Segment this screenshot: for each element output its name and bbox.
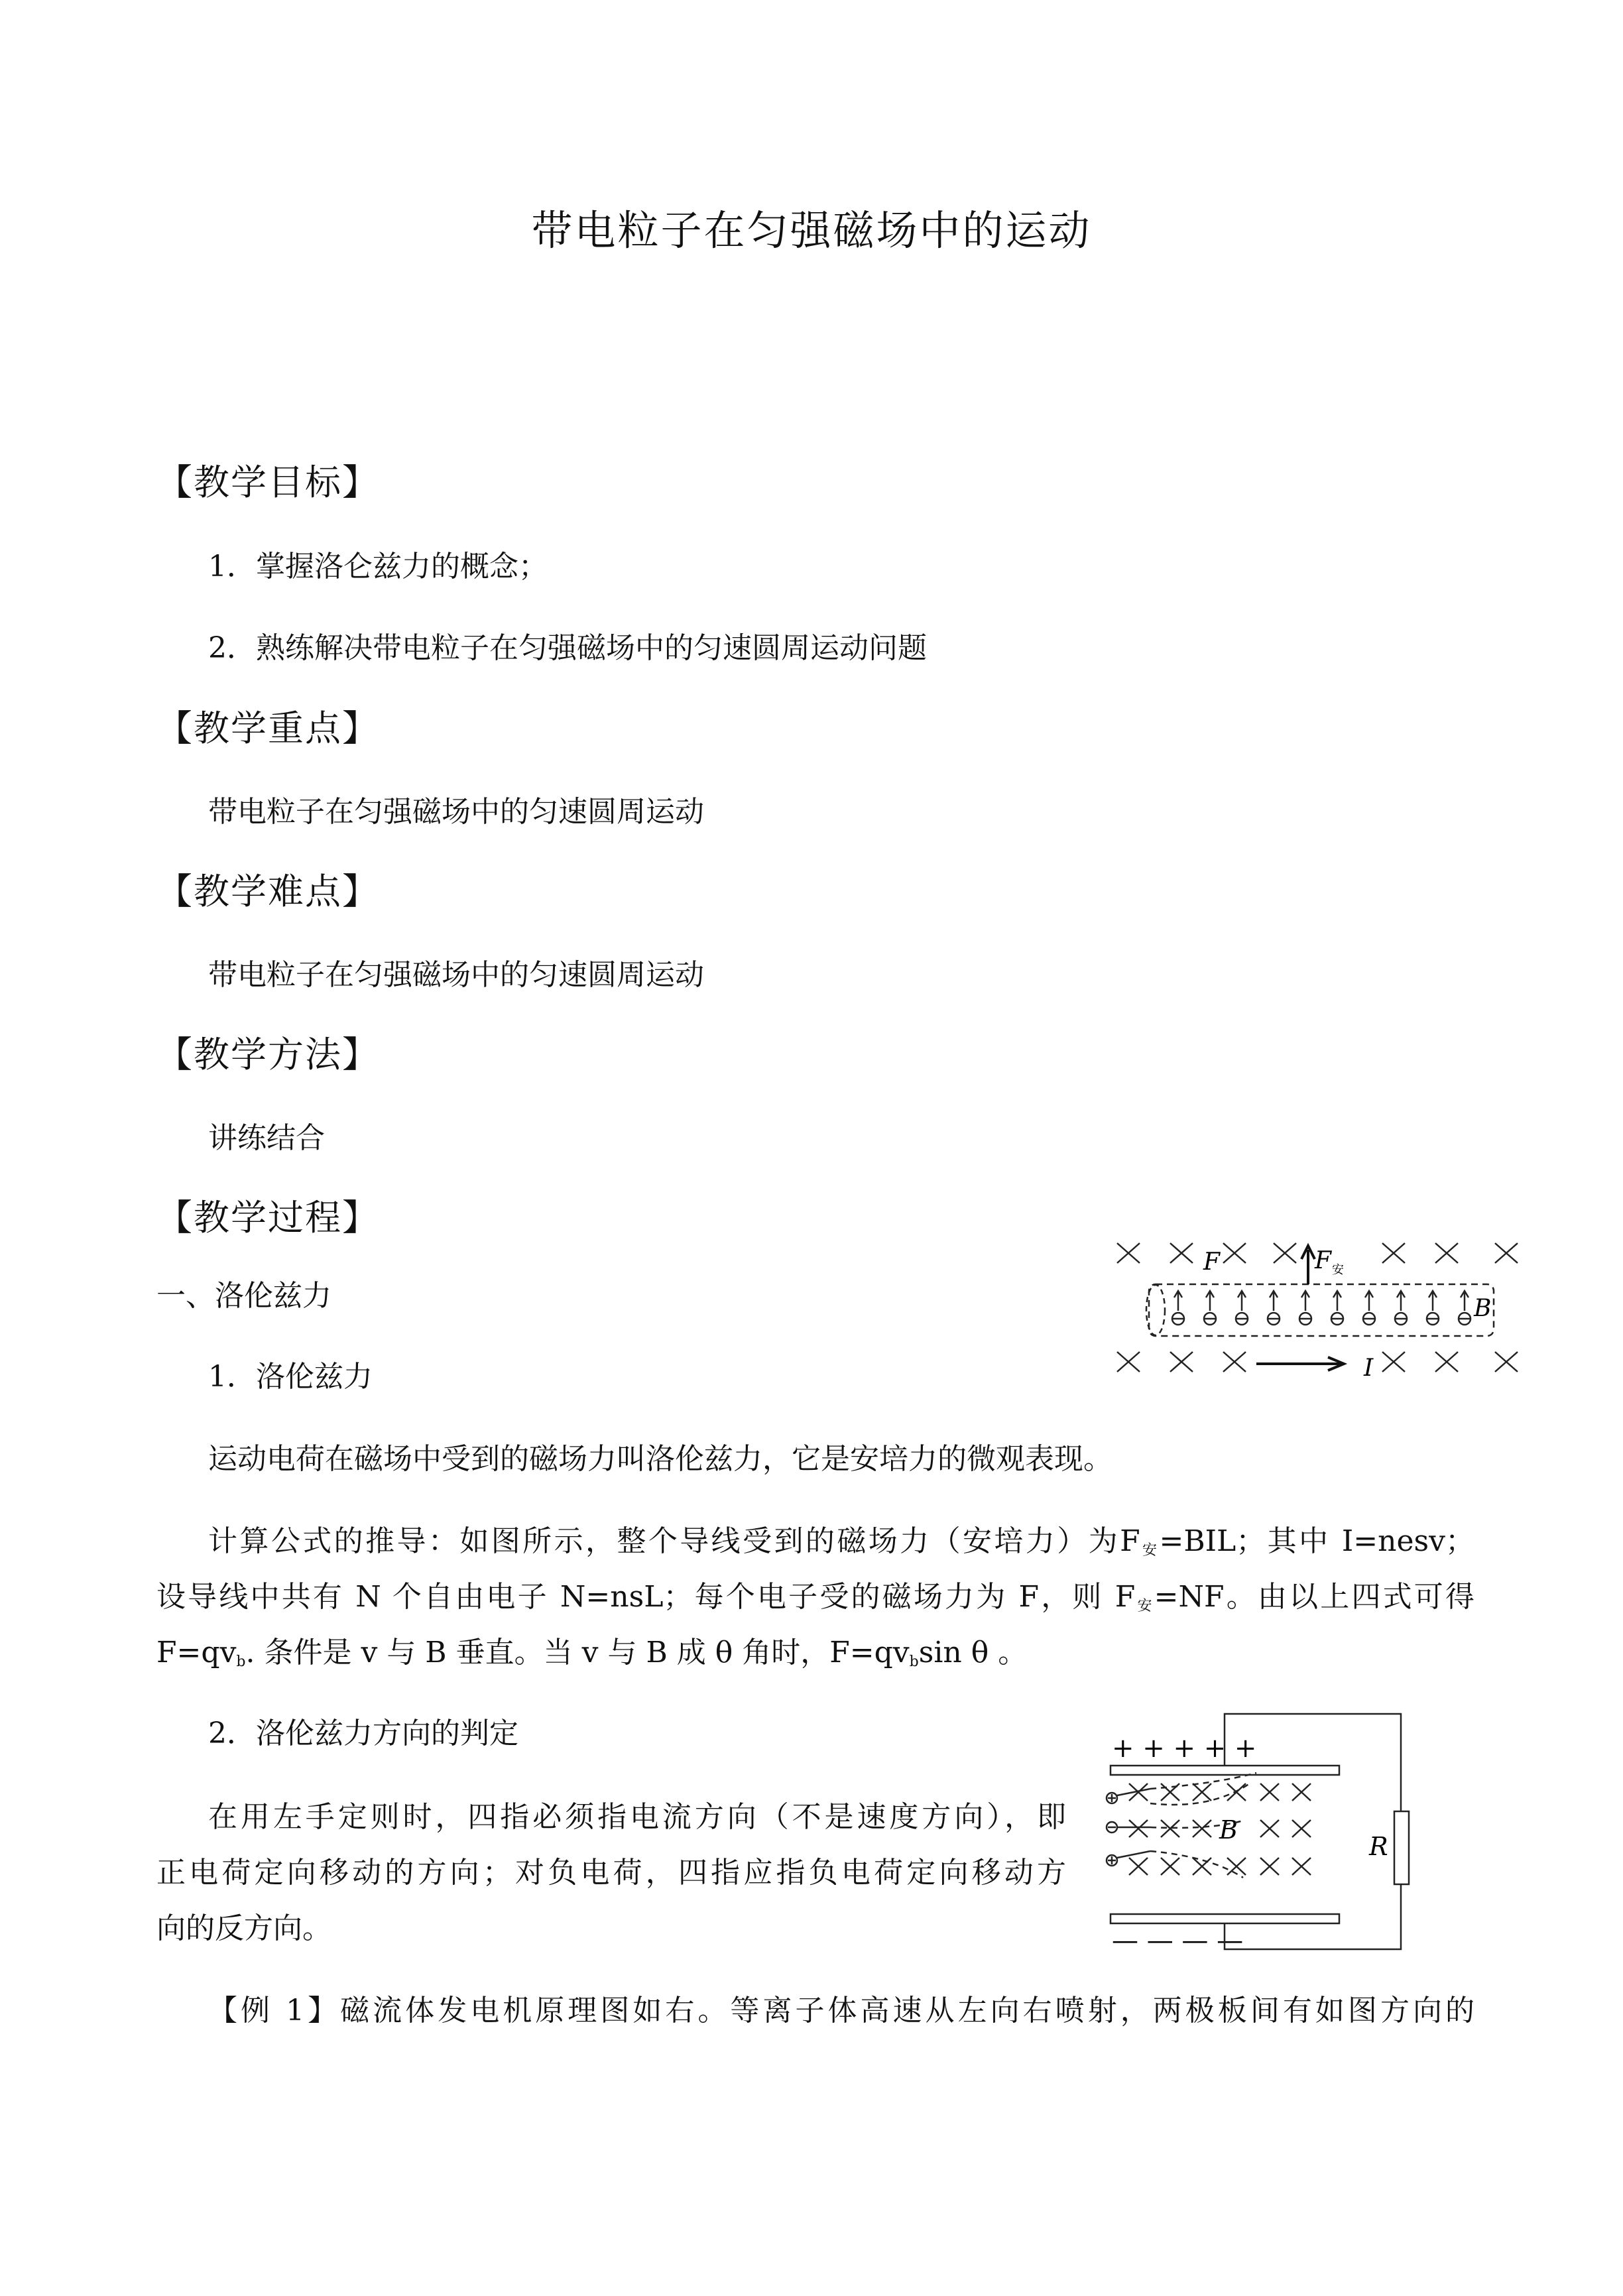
b-field-crosses-bottom	[1117, 1352, 1518, 1372]
label-i: I	[1364, 1355, 1374, 1382]
label-f: F	[1203, 1248, 1220, 1276]
part1-para1: 运动电荷在磁场中受到的磁场力叫洛伦兹力，它是安培力的微观表现。	[208, 1442, 1112, 1476]
label-f-ampere-sub: 安	[1332, 1263, 1344, 1277]
page-title: 带电粒子在匀强磁场中的运动	[531, 206, 1092, 255]
example-1-text: 【例 1】磁流体发电机原理图如右。等离子体高速从左向右喷射，两极板间有如图方向的	[208, 1994, 1474, 2027]
part1-sub2: 2．洛伦兹力方向的判定	[208, 1717, 518, 1750]
part1-para3-line3: 向的反方向。	[156, 1911, 331, 1945]
ampere-force-arrow	[1301, 1246, 1315, 1284]
section-heading-process: 【教学过程】	[156, 1197, 379, 1239]
part1-heading: 一、洛伦兹力	[156, 1279, 331, 1313]
top-plate	[1111, 1766, 1339, 1775]
key-points-text: 带电粒子在匀强磁场中的匀速圆周运动	[208, 795, 704, 829]
label-f-ampere: F	[1315, 1247, 1331, 1274]
label-r: R	[1369, 1832, 1388, 1861]
resistor	[1394, 1811, 1409, 1884]
methods-text: 讲练结合	[208, 1121, 325, 1155]
section-heading-key-points: 【教学重点】	[156, 707, 379, 749]
wire-segment	[1149, 1284, 1494, 1336]
part1-para3-line2: 正电荷定向移动的方向；对负电荷，四指应指负电荷定向移动方	[156, 1856, 1066, 1890]
wire-cross-section	[1146, 1285, 1165, 1335]
label-b: B	[1474, 1295, 1492, 1322]
difficulties-text: 带电粒子在匀强磁场中的匀速圆周运动	[208, 958, 704, 992]
figure-lorentz-wire	[1104, 1237, 1535, 1389]
current-arrow	[1256, 1357, 1344, 1370]
top-plate-charges: + + + + +	[1112, 1733, 1257, 1764]
part1-para3-line1: 在用左手定则时，四指必须指电流方向（不是速度方向），即	[208, 1800, 1066, 1834]
goal-item-2: 2．熟练解决带电粒子在匀强磁场中的匀速圆周运动问题	[208, 631, 927, 665]
goal-item-1: 1．掌握洛仑兹力的概念；	[208, 550, 548, 583]
part1-sub1: 1．洛伦兹力	[208, 1360, 373, 1394]
section-heading-goals: 【教学目标】	[156, 461, 379, 503]
label-b: B	[1219, 1815, 1238, 1844]
section-heading-methods: 【教学方法】	[156, 1034, 379, 1075]
part1-para2-line2: 设导线中共有 N 个自由电子 N=nsL；每个电子受的磁场力为 F，则 $F_安=NF$。由以上四式可得	[156, 1580, 1474, 1614]
part1-para2-line3: $F=qv_b$. 条件是 v 与 B 垂直。当 v 与 B 成 θ 角时，$F=qv_b\sin$ θ 。	[156, 1636, 1028, 1670]
bottom-plate-charges: — — — —	[1112, 1925, 1244, 1956]
electrons	[1172, 1291, 1471, 1325]
part1-para2-line1: 计算公式的推导：如图所示，整个导线受到的磁场力（安培力）为$F_安=BIL$；其中 I=nesv；	[208, 1524, 1474, 1559]
section-heading-difficulties: 【教学难点】	[156, 871, 379, 912]
figure-mhd-generator	[1097, 1704, 1482, 1963]
bottom-plate	[1111, 1914, 1339, 1923]
